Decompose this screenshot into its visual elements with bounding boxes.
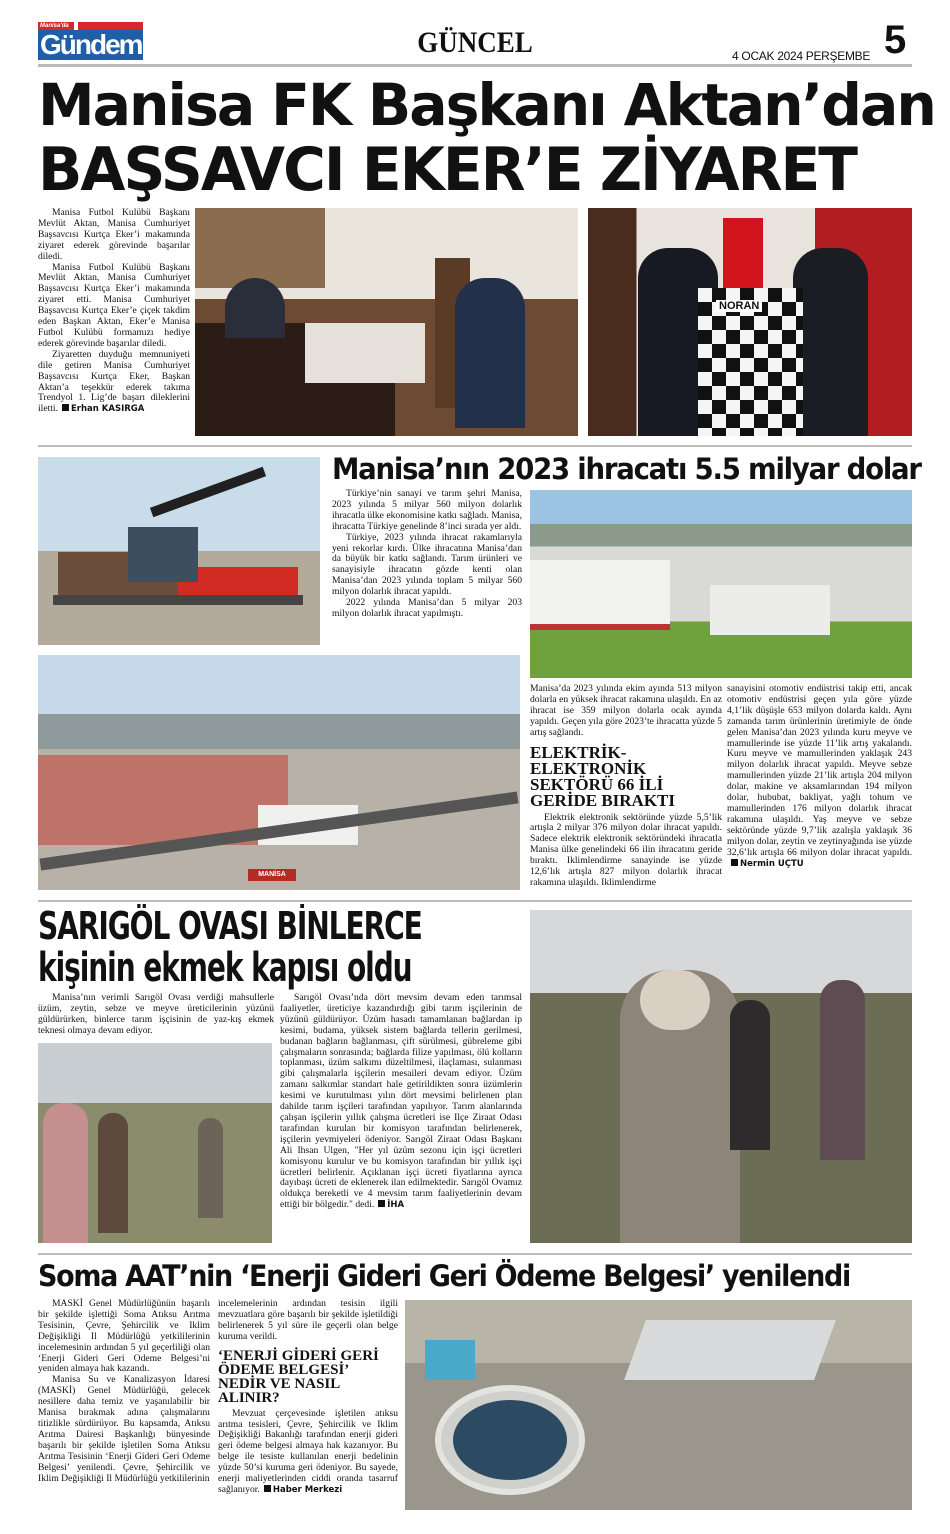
paragraph: 2022 yılında Manisa’dan 5 milyar 203 milyon dolarlık ihracat yapılmıştı. (332, 597, 522, 619)
photo-vineyard-workers-small (38, 1043, 272, 1243)
paragraph: Türkiye’nin sanayi ve tarım şehri Manisa, 2023 yılında 5 milyar 560 milyon dolarlık ihracatla ülke ekonomisine katkı sağladı. Manisa, ihracatta Türkiye genelinde 8’inci sırada yer aldı. (332, 488, 522, 532)
article2-col1 (332, 489, 522, 620)
article2-headline: Manisa’nın 2023 ihracatı 5.5 milyar dolar (332, 452, 921, 486)
article-divider (38, 900, 912, 902)
article4-col2 (218, 1299, 398, 1496)
page-number: 5 (884, 18, 907, 62)
article3-body (280, 993, 522, 1211)
photo-wastewater-plant (405, 1300, 912, 1510)
photo-industrial-zone-aerial (530, 490, 912, 678)
article2-col3 (727, 684, 912, 869)
byline: Erhan KASIRGA (70, 404, 145, 415)
article4-headline: Soma AAT’nin ‘Enerji Gideri Geri Ödeme Belgesi’ yenilendi (38, 1259, 850, 1293)
issue-date: 4 OCAK 2024 PERŞEMBE (732, 49, 871, 63)
truck-lettering: MANİSA (248, 869, 296, 881)
article2-col2 (530, 684, 722, 889)
article1-headline-1: Manisa FK Başkanı Aktan’dan (38, 71, 935, 139)
article-divider (38, 1253, 912, 1255)
byline-square-icon (731, 859, 738, 866)
article4-col1 (38, 1299, 210, 1484)
paragraph: incelemelerinin ardından tesisin ilgili mevzuatlara göre başarılı bir şekilde işletildiği belirlenerek 5 yıl süre ile geçerli olan belge kuruma verildi. (218, 1298, 398, 1342)
paragraph: Manisa Futbol Kulübü Başkanı Mevlüt Aktan, Manisa Cumhuriyet Başsavcısı Kurtça Eker’i makamında ziyaret etti. Manisa Cumhuriyet Başsavcısı Kurtça Eker’e çiçek takdim eden Başkan Aktan, Eker’e Manisa Futbol Kulübü formamızı hediye ederek görevinde başarılar diledi. (38, 261, 190, 349)
paragraph: Ziyaretten duyduğu memnuniyeti dile getiren Manisa Cumhuriyet Başsavcısı Kurtça Eker, Başkan Aktan’a teşekkür ederek takıma Trendyol 1. Lig’de başarı dileklerini iletti. Erhan KASIRGA (38, 348, 190, 415)
article1-body (38, 208, 190, 415)
paragraph: sanayisini otomotiv endüstrisi takip etti, ancak otomotiv endüstrisi geçen yıla göre yüzde 4,1’lik düşüşle 653 milyon dolarda kaldı. Aynı zamanda tarım ürünlerinin üretimiyle de önde gelen Manisa’dan 2023 yılında kuru meyve ve mamullerinde ise yüzde 11’lik artış yakalandı. Kuru meyve ve mamullerinden yaklaşık 243 milyon dolarlık ihracat yapıldı. Meyve sebze mamullerinden yüzde 21’lik artışla 204 milyon dolar, makine ve aksamlarından 194 milyon dolar, hububat, bakliyat, yağlı tohum ve mamullerinden 176 milyon dolarlık ihracat rakamına ulaşıldı. Yaş meyve ve sebze sektöründe yüzde 9,7’lik azalışla yaklaşık 36 milyon dolar, zeytin ve zeytinyağında ise yüzde 32,6’lık artışla 66 milyon dolar ihracat yapıldı.Nermin UÇTU (727, 683, 912, 869)
paragraph: Türkiye, 2023 yılında ihracat rakamlarıyla yeni rekorlar kırdı. Ülke ihracatına Manisa’dan da büyük bir katkı sağlandı. Tarım ürünleri ve sanayisiyle ihracatın gözde kenti olan Manisa’dan 2023 yılında toplam 5 milyar 560 milyon dolarlık ihracat yapıldı. (332, 531, 522, 598)
paragraph: Mevzuat çerçevesinde işletilen atıksu arıtma tesisleri, Çevre, Şehircilik ve Iklim Değişikliği Bakanlığı tarafından enerji gideri geri ödeme belgesi almaya hak kazanıyor. Bu belge ile tesiste kullanılan enerji bedelinin yüzde 50’si kuruma geri ödeniyor. Bu sayede, enerji maliyetlerinden ciddi oranda tasarruf sağlanıyor. Haber Merkezi (218, 1407, 398, 1495)
paragraph: Manisa’nın verimli Sarıgöl Ovası verdiği mahsullerle üzüm, zeytin, sebze ve meyve üreticilerinin yüzünü güldürürken, binlerce tarım işçisinin de yaz-kış ekmek teknesi olmaya devam ediyor. (38, 992, 274, 1036)
article3-headline-1: SARIGÖL OVASI BİNLERCE (38, 904, 422, 948)
photo-jersey-gift (588, 208, 912, 436)
header-rule (38, 64, 912, 67)
byline-square-icon (62, 404, 69, 411)
byline-square-icon (378, 1200, 385, 1207)
paragraph: MASKİ Genel Müdürlüğünün başarılı bir şekilde işlettiği Soma Atıksu Arıtma Tesisinin, Çevre, Şehircilik ve Iklim Değişikliği Il Müdürlüğü yetkililerinin incelemesinin ardından 5 yıl geçerliliği olan ‘Enerji Gideri Geri Odeme Belgesi’ni yeniden almaya hak kazandı. (38, 1298, 210, 1375)
logo-small-text: Manisa'da (38, 22, 74, 30)
section-title: GÜNCEL (417, 26, 533, 59)
article4-subheading: ‘ENERJİ GİDERİ GERİ ÖDEME BELGESİ’ NEDİR VE NASIL ALINIR? (218, 1347, 379, 1406)
article2-subheading: ELEKTRİK-ELEKTRONİK SEKTÖRÜ 66 İLİ GERİDE BIRAKTI (530, 742, 676, 810)
paragraph: Sarıgöl Ovası’nda dört mevsim devam eden tarımsal faaliyetler, üreticiye kazandırdığı gibi tarım işçilerinin de yüzünü güldürüyor. Üzüm hasadı tamamlanan bağlardan ip kesimi, budama, yüksek sistem bağlarda tellerin gerilmesi, budanan bağların bağlanması, çift sürülmesi, gübreleme gibi çalışmaların sonrasında; bağlarda filize yapılması, ölü kolların toplanması, üzüm salkımı düzeltilmesi, ilaçlaması, sulanması gibi çalışmalarla işçilerin mesaileri devam ediyor. Üzüm zamanı salkımlar standart hale getirildikten sonra üzümlerin kesimi ve kurutulması yılın dört mevsimi belirlenen plan dahilde tarım işçileri tarafından yapılıyor. Tarım alanlarında çalışan işçilerin yıllık çalışma ücretleri ise Ilçe Ziraat Odası tarafından kurulan bir komisyon tarafından belirlenerek, işçilerin yevmiyeleri ödeniyor. Sarıgöl Ziraat Odası Başkanı Ali Ihsan Ulgen, "Her yıl üzüm sezonu için işçi ücretleri komisyonu kurulur ve bu komisyon tarafından bir yıllık işçi ücretleri belirlenir. Açıklanan işçi ücreti fiyatlarına ayrıca dayıbaşı ücreti de eklenerek ilan edilmektedir. Sarıgöl Ovamız oldukça bereketli ve 4 mevsim tarım faaliyetlerinin devam ettiği bir bölgedir." dedi. İHA (280, 992, 522, 1211)
byline: Nermin UÇTU (740, 858, 804, 869)
paragraph: Elektrik elektronik sektöründe yüzde 5,5’lik artışla 2 milyar 376 milyon dolar ihracat yapıldı. Sadece elektrik elektronik sektöründeki ihracatla Manisa ülke genelindeki 66 ilin ihracatını geride bıraktı. Iklimlendirme sanayinde ise yüzde 12,6’lık artışla 827 milyon dolarlık ihracat rakamına ulaşıldı. Iklimlendirme (530, 811, 722, 888)
article-divider (38, 445, 912, 447)
photo-container-crane (38, 457, 320, 645)
byline: İHA (387, 1200, 405, 1211)
paragraph: Manisa Su ve Kanalizasyon İdaresi (MASKİ) Genel Müdürlüğü, gelecek nesillere daha temiz ve yaşanılabilir bir Manisa bırakmak adına çalışmalarını titizlikle sürdürüyor. Bu kapsamda, Atıksu Arıtma Dairesi Başkanlığı bünyesinde başarılı bir şekilde işletilen Soma Atıksu Arıtma Tesisinin ‘Enerji Gideri Geri Odeme Belgesi’ yenilendi. Çevre, Şehircilik ve Iklim Değişikliği Il Müdürlüğü yetkililerinin (38, 1374, 210, 1484)
jersey-sponsor-text: NORAN (716, 300, 762, 312)
logo-text: Gündem (40, 29, 142, 60)
photo-city-aerial (38, 655, 520, 890)
paragraph: Manisa Futbol Kulübü Başkanı Mevlüt Aktan, Manisa Cumhuriyet Başsavcısı Kurtça Eker’i makamında ziyaret ederek görevinde başarılar diledi. (38, 207, 190, 262)
article3-headline-2: kişinin ekmek kapısı oldu (38, 945, 412, 991)
paragraph: Manisa’da 2023 yılında ekim ayında 513 milyon dolarla en yüksek ihracat rakamına ulaşıldı. En az ihracat ise 359 milyon dolarla ocak ayında yapıldı. Geçen yıla göre 2023’te ihracatta yüzde 5 artış sağlandı. (530, 683, 722, 738)
article1-headline-2: BAŞSAVCI EKER’E ZİYARET (38, 135, 857, 205)
photo-vineyard-workers-large (530, 910, 912, 1243)
byline: Haber Merkezi (272, 1484, 343, 1495)
article3-intro (38, 993, 274, 1037)
byline-square-icon (264, 1485, 271, 1492)
photo-office-visit (195, 208, 578, 436)
